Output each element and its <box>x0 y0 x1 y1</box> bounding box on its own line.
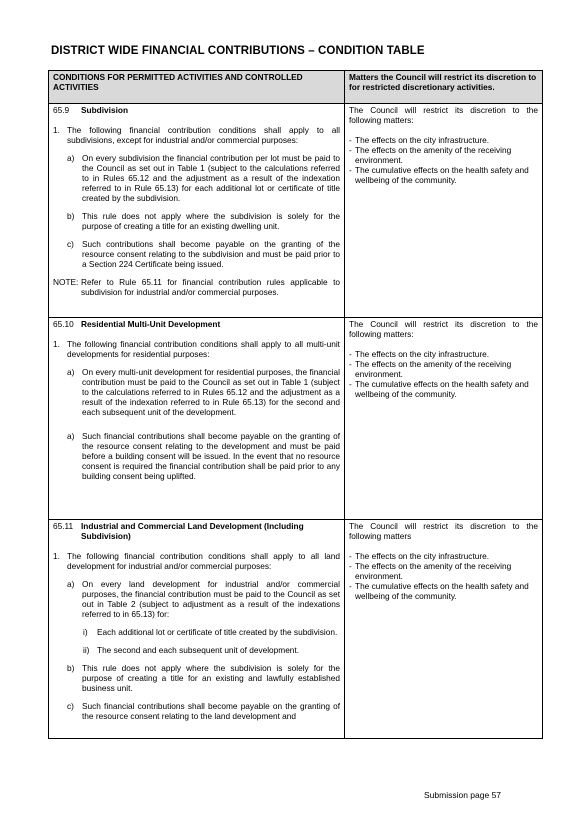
subclause-text: On every subdivision the financial contribution per lot must be paid to the Council as set out in Table 1 (subject to the calculations referred to in Rules 65.12 and the adjustment as a result of the indexation referred to in Rule 65.13) for each additional lot or certificate of title created by the subdivision. <box>82 153 340 203</box>
table-row <box>49 520 543 739</box>
section-title: Industrial and Commercial Land Development (Including Subdivision) <box>81 521 304 541</box>
item-text: Each additional lot or certificate of title created by the subdivision. <box>97 627 338 637</box>
discretion-intro: The Council will restrict its discretion to the following matters <box>349 521 538 541</box>
section-heading <box>53 105 340 115</box>
subclause-text: This rule does not apply where the subdivision is solely for the purpose of creating a title for an existing dwelling unit. <box>82 211 340 231</box>
subclause-item <box>83 627 340 637</box>
clause-number: 1. <box>53 551 60 561</box>
conditions-cell <box>49 104 345 318</box>
note-label: NOTE: <box>53 277 79 287</box>
list-item: - The effects on the city infrastructure. <box>349 349 490 359</box>
discretion-cell <box>345 104 543 318</box>
subclause-item <box>83 645 340 655</box>
page-title: DISTRICT WIDE FINANCIAL CONTRIBUTIONS – CONDITION TABLE <box>51 45 425 57</box>
page-footer: Submission page 57 <box>424 790 502 800</box>
list-item: - The cumulative effects on the health safety and wellbeing of the community. <box>349 165 529 185</box>
discretion-cell <box>345 318 543 520</box>
discretion-list <box>349 551 538 601</box>
clause <box>53 551 340 571</box>
subclause-label: a) <box>67 431 75 441</box>
conditions-cell <box>49 520 345 739</box>
subclause <box>67 153 340 203</box>
discretion-list <box>349 135 538 185</box>
item-label: i) <box>83 627 88 637</box>
header-discretion: Matters the Council will restrict its discretion to for restricted discretionary activities. <box>345 71 543 104</box>
subclause-label: c) <box>67 239 74 249</box>
subclause-label: b) <box>67 211 75 221</box>
list-item: - The effects on the city infrastructure. <box>349 551 490 561</box>
section-number: 65.10 <box>53 319 74 329</box>
table-header-row <box>49 71 543 104</box>
list-item: - The effects on the city infrastructure. <box>349 135 490 145</box>
table-row <box>49 318 543 520</box>
conditions-cell <box>49 318 345 520</box>
subclause <box>67 367 340 417</box>
subclause-text: Such financial contributions shall become payable on the granting of the resource consent relating to the land development and <box>82 701 340 721</box>
subclause-label: a) <box>67 153 75 163</box>
header-conditions: CONDITIONS FOR PERMITTED ACTIVITIES AND CONTROLLED ACTIVITIES <box>49 71 345 104</box>
discretion-intro: The Council will restrict its discretion to the following matters: <box>349 105 538 125</box>
subclause-text: Such contributions shall become payable on the granting of the resource consent relating to the subdivision and must be paid prior to a Section 224 Certificate being issued. <box>82 239 340 269</box>
list-item: - The effects on the amenity of the receiving environment. <box>349 145 512 165</box>
list-item: - The effects on the amenity of the receiving environment. <box>349 561 512 581</box>
list-item: - The cumulative effects on the health safety and wellbeing of the community. <box>349 379 529 399</box>
clause-text: The following financial contribution conditions shall apply to all subdivisions, except for industrial and/or commercial purposes: <box>67 125 340 145</box>
subclause <box>67 431 340 481</box>
subclause-label: b) <box>67 663 75 673</box>
section-title: Subdivision <box>81 105 129 115</box>
subclause-label: a) <box>67 579 75 589</box>
note-text: Refer to Rule 65.11 for financial contribution rules applicable to subdivision for industrial and/or commercial purposes. <box>81 277 340 297</box>
table-row <box>49 104 543 318</box>
subclause <box>67 579 340 619</box>
subclause-text: On every multi-unit development for residential purposes, the financial contribution must be paid to the Council as set out in Table 1 (subject to the calculations referred to in Rules 65.12 and the adjustment as a result of the indexation referred to in Rule 65.13) for the second and each subsequent unit of the development. <box>82 367 340 417</box>
item-text: The second and each subsequent unit of development. <box>97 645 300 655</box>
section-number: 65.9 <box>53 105 70 115</box>
discretion-intro: The Council will restrict its discretion to the following matters: <box>349 319 538 339</box>
item-label: ii) <box>83 645 90 655</box>
list-item: - The effects on the amenity of the receiving environment. <box>349 359 512 379</box>
list-item: - The cumulative effects on the health safety and wellbeing of the community. <box>349 581 529 601</box>
subclause <box>67 663 340 693</box>
clause <box>53 339 340 359</box>
note <box>53 277 340 297</box>
subclause-text: On every land development for industrial and/or commercial purposes, the financial contribution must be paid to the Council as set out in Table 2 (subject to adjustment as a result of the indexations referred to in 65.13) for: <box>82 579 340 619</box>
section-title: Residential Multi-Unit Development <box>81 319 221 329</box>
discretion-list <box>349 349 538 399</box>
clause-text: The following financial contribution conditions shall apply to all multi-unit developments for residential purposes: <box>67 339 340 359</box>
subclause-text: This rule does not apply where the subdivision is solely for the purpose of creating a title for an existing and lawfully established business unit. <box>82 663 340 693</box>
subclause <box>67 239 340 269</box>
subclause-text: Such financial contributions shall become payable on the granting of the resource consent relating to the development and must be paid before a building consent will be issued. In the event that no resource consent is required the financial contribution shall be paid prior to any building consent being uplifted. <box>82 431 340 481</box>
condition-table <box>48 70 543 739</box>
clause-number: 1. <box>53 339 60 349</box>
section-heading <box>53 521 340 541</box>
section-number: 65.11 <box>53 521 74 531</box>
clause-text: The following financial contribution conditions shall apply to all land development for industrial and/or commercial purposes: <box>67 551 340 571</box>
subclause <box>67 211 340 231</box>
clause <box>53 125 340 145</box>
subclause-label: a) <box>67 367 75 377</box>
clause-number: 1. <box>53 125 60 135</box>
subclause <box>67 701 340 721</box>
discretion-cell <box>345 520 543 739</box>
section-heading <box>53 319 340 329</box>
subclause-label: c) <box>67 701 74 711</box>
